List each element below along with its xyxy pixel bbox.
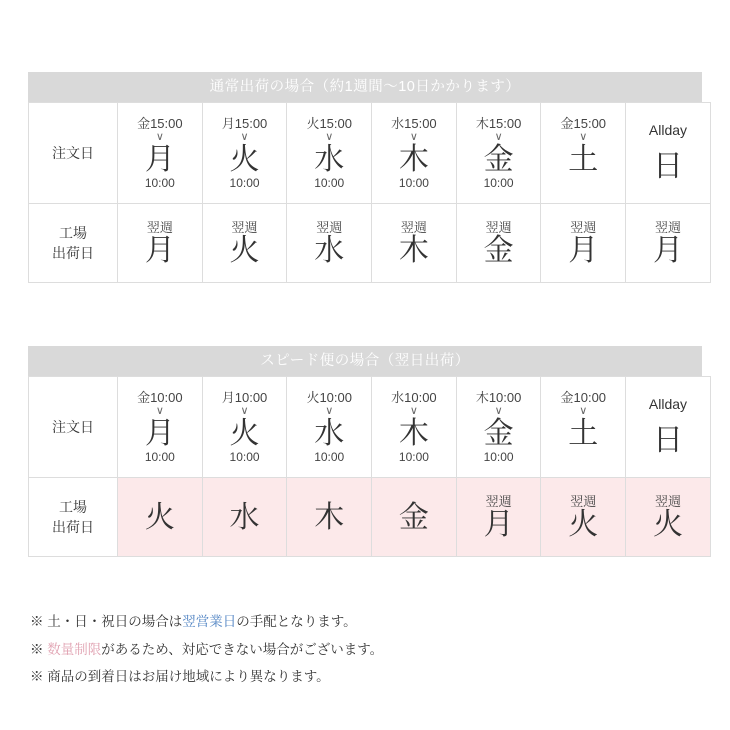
ship-day: 木 xyxy=(398,233,429,267)
ship-cell xyxy=(202,204,287,283)
order-cutoff-time: Allday xyxy=(648,121,688,138)
chevron-down-icon: ∨ xyxy=(579,130,588,143)
order-cutoff-time: 月10:00 xyxy=(221,390,268,405)
ship-day: 火 xyxy=(229,233,260,267)
order-cutoff-time: 水10:00 xyxy=(391,390,437,405)
order-cell xyxy=(456,377,541,478)
footnotes xyxy=(30,608,690,691)
ship-day: 木 xyxy=(314,501,345,534)
chevron-down-icon: ∨ xyxy=(409,405,418,417)
order-cutoff-time: 金10:00 xyxy=(560,389,607,405)
ship-week-note: 翌週 xyxy=(400,219,427,235)
chevron-down-icon: ∨ xyxy=(240,131,249,143)
ship-cell xyxy=(118,478,203,557)
row-label-line2: 出荷日 xyxy=(52,519,94,535)
ship-cell xyxy=(372,478,457,557)
order-day: 水 xyxy=(314,417,345,450)
order-cutoff-time: 金15:00 xyxy=(137,116,183,131)
ship-week-note: 翌週 xyxy=(146,219,173,235)
ship-day: 火 xyxy=(568,507,599,541)
order-cutoff-time: 木10:00 xyxy=(475,390,522,405)
ship-day: 水 xyxy=(229,501,260,534)
order-day: 月 xyxy=(144,417,175,450)
ship-day: 月 xyxy=(144,233,175,267)
order-cutoff-time: 金10:00 xyxy=(137,390,183,405)
ship-cell xyxy=(287,478,372,557)
ship-cell xyxy=(118,204,203,283)
footnote-2-part-a: ※ xyxy=(30,641,48,657)
order-day: 日 xyxy=(652,149,683,183)
order-end-time: 10:00 xyxy=(144,450,175,464)
schedule-block-normal xyxy=(28,72,702,283)
ship-cell xyxy=(456,204,541,283)
ship-week-note: 翌週 xyxy=(231,219,258,235)
ship-cell xyxy=(541,204,626,283)
ship-week-note: 翌週 xyxy=(654,493,681,509)
order-day: 土 xyxy=(568,142,599,176)
order-cell xyxy=(372,377,457,478)
chevron-down-icon: ∨ xyxy=(409,131,418,143)
order-day: 火 xyxy=(229,143,260,176)
order-cell xyxy=(541,377,626,478)
chevron-down-icon: ∨ xyxy=(494,405,503,417)
footnote-2-highlight: 数量制限 xyxy=(47,641,102,657)
ship-cell xyxy=(541,478,626,557)
order-day: 土 xyxy=(568,416,599,450)
order-cutoff-time: 木15:00 xyxy=(475,116,522,131)
block-header-speed: スピード便の場合（翌日出荷） xyxy=(28,346,702,376)
order-cell-allday xyxy=(626,377,711,478)
footnote-2 xyxy=(30,636,690,664)
chevron-down-icon: ∨ xyxy=(579,404,588,417)
ship-week-note: 翌週 xyxy=(485,493,512,509)
order-cell xyxy=(118,377,203,478)
order-cutoff-time: 金15:00 xyxy=(560,115,607,131)
table-row xyxy=(29,204,711,283)
ship-day: 火 xyxy=(144,501,175,534)
order-day: 金 xyxy=(483,417,514,450)
ship-day: 水 xyxy=(314,233,345,267)
chevron-down-icon: ∨ xyxy=(325,405,334,417)
order-end-time: 10:00 xyxy=(314,450,345,464)
ship-week-note: 翌週 xyxy=(485,219,512,235)
order-cell xyxy=(118,103,203,204)
ship-day: 火 xyxy=(652,507,683,541)
order-day: 水 xyxy=(314,143,345,176)
table-row xyxy=(29,478,711,557)
ship-week-note: 翌週 xyxy=(570,493,597,509)
order-cell xyxy=(202,103,287,204)
order-day: 木 xyxy=(398,143,429,176)
order-cell-allday xyxy=(626,103,711,204)
order-cell xyxy=(202,377,287,478)
order-day: 木 xyxy=(398,417,429,450)
ship-cell xyxy=(202,478,287,557)
order-cell xyxy=(287,377,372,478)
chevron-down-icon: ∨ xyxy=(155,405,164,417)
order-day: 火 xyxy=(229,417,260,450)
row-label-order-date: 注文日 xyxy=(29,377,118,478)
order-cutoff-time: 月15:00 xyxy=(221,116,268,131)
order-cell xyxy=(372,103,457,204)
order-cutoff-time: 火15:00 xyxy=(306,116,352,131)
chevron-down-icon: ∨ xyxy=(240,405,249,417)
order-end-time: 10:00 xyxy=(483,450,514,464)
order-cutoff-time: 水15:00 xyxy=(391,116,437,131)
row-label-ship-date xyxy=(29,204,118,283)
order-cell xyxy=(287,103,372,204)
schedule-table-speed xyxy=(28,376,711,557)
footnote-1 xyxy=(30,608,690,636)
order-cell xyxy=(541,103,626,204)
row-label-line2: 出荷日 xyxy=(52,245,94,261)
ship-day: 金 xyxy=(398,501,429,534)
table-row xyxy=(29,377,711,478)
order-day: 月 xyxy=(144,143,175,176)
table-row xyxy=(29,103,711,204)
chevron-down-icon: ∨ xyxy=(325,131,334,143)
footnote-3: ※ 商品の到着日はお届け地域により異なります。 xyxy=(30,669,330,685)
order-day: 日 xyxy=(652,423,683,457)
footnote-1-part-c: の手配となります。 xyxy=(236,614,357,629)
chevron-down-icon: ∨ xyxy=(494,131,503,143)
footnote-1-highlight: 翌営業日 xyxy=(182,614,237,629)
order-end-time: 10:00 xyxy=(398,176,429,190)
ship-cell xyxy=(456,478,541,557)
footnote-2-part-c: があるため、対応できない場合がございます。 xyxy=(101,641,384,657)
row-label-ship-date xyxy=(29,478,118,557)
order-end-time: 10:00 xyxy=(144,176,175,190)
order-cutoff-time: 火10:00 xyxy=(306,390,352,405)
ship-week-note: 翌週 xyxy=(654,219,681,235)
order-cutoff-time: Allday xyxy=(648,395,688,412)
ship-cell xyxy=(287,204,372,283)
order-cell xyxy=(456,103,541,204)
ship-cell xyxy=(626,478,711,557)
ship-week-note: 翌週 xyxy=(570,219,597,235)
ship-day: 月 xyxy=(483,507,514,541)
row-label-line1: 工場 xyxy=(59,224,87,241)
schedule-block-speed xyxy=(28,346,702,557)
order-end-time: 10:00 xyxy=(229,450,260,464)
order-end-time: 10:00 xyxy=(398,450,429,464)
ship-week-note: 翌週 xyxy=(316,219,343,235)
footnote-1-part-a: ※ 土・日・祝日の場合は xyxy=(30,614,183,629)
order-end-time: 10:00 xyxy=(483,176,514,190)
block-header-normal: 通常出荷の場合（約1週間〜10日かかります） xyxy=(28,72,702,102)
ship-cell xyxy=(626,204,711,283)
ship-day: 月 xyxy=(652,233,683,267)
ship-day: 月 xyxy=(568,233,599,267)
row-label-order-date: 注文日 xyxy=(29,103,118,204)
chevron-down-icon: ∨ xyxy=(155,131,164,143)
ship-cell xyxy=(372,204,457,283)
order-day: 金 xyxy=(483,143,514,176)
order-end-time: 10:00 xyxy=(314,176,345,190)
order-end-time: 10:00 xyxy=(229,176,260,190)
row-label-line1: 工場 xyxy=(59,498,87,515)
ship-day: 金 xyxy=(483,233,514,267)
schedule-table-normal xyxy=(28,102,711,283)
